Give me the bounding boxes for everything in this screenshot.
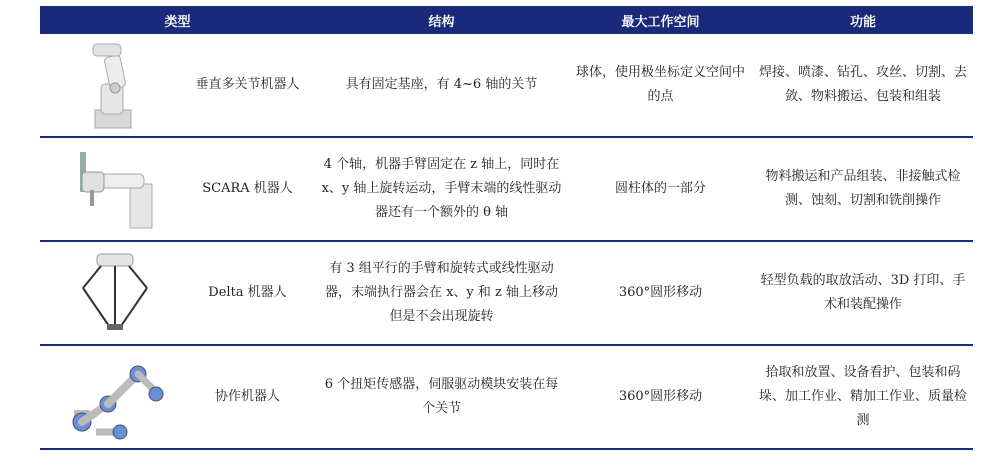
robot-types-table xyxy=(40,6,973,450)
robot-type-name: 垂直多关节机器人 xyxy=(195,77,300,92)
robot-structure: 4 个轴，机器手臂固定在 z 轴上，同时在 x、y 轴上旋转运动，手臂末端的线性驱动器还有一个额外的 θ 轴 xyxy=(321,157,562,220)
robot-workspace: 球体，使用极坐标定义空间中的点 xyxy=(575,65,745,104)
header-type: 类型 xyxy=(164,14,191,30)
robot-workspace: 360°圆形移动 xyxy=(618,389,703,404)
articulated-robot-icon xyxy=(40,34,190,136)
header-workspace: 最大工作空间 xyxy=(621,14,700,30)
robot-function: 焊接、喷漆、钻孔、攻丝、切割、去敛、物料搬运、包装和组装 xyxy=(759,65,968,104)
table-row xyxy=(40,138,973,242)
table-row xyxy=(40,242,973,346)
robot-function: 拾取和放置、设备看护、包装和码垛、加工作业、精加工作业、质量检测 xyxy=(759,365,968,428)
table-row xyxy=(40,34,973,138)
robot-structure: 有 3 组平行的手臂和旋转式或线性驱动器，末端执行器会在 x、y 和 z 轴上移动但是不会出现旋转 xyxy=(324,261,559,324)
scara-robot-icon xyxy=(40,138,190,240)
robot-function: 物料搬运和产品组装、非接触式检测、蚀刻、切割和铣削操作 xyxy=(765,169,961,208)
robot-workspace: 圆柱体的一部分 xyxy=(614,181,706,196)
robot-type-name: 协作机器人 xyxy=(214,389,280,404)
table-header xyxy=(40,6,973,34)
robot-type-name: SCARA 机器人 xyxy=(202,181,293,196)
robot-function: 轻型负载的取放活动、3D 打印、手术和装配操作 xyxy=(760,273,966,312)
robot-type-name: Delta 机器人 xyxy=(208,285,287,300)
robot-structure: 具有固定基座，有 4~6 轴的关节 xyxy=(345,77,538,92)
header-function: 功能 xyxy=(849,14,876,30)
header-structure: 结构 xyxy=(428,14,455,30)
robot-structure: 6 个扭矩传感器，伺服驱动模块安装在每个关节 xyxy=(324,377,559,416)
cobot-robot-icon xyxy=(40,346,190,448)
table-row xyxy=(40,346,973,450)
robot-workspace: 360°圆形移动 xyxy=(618,285,703,300)
delta-robot-icon xyxy=(40,242,190,344)
